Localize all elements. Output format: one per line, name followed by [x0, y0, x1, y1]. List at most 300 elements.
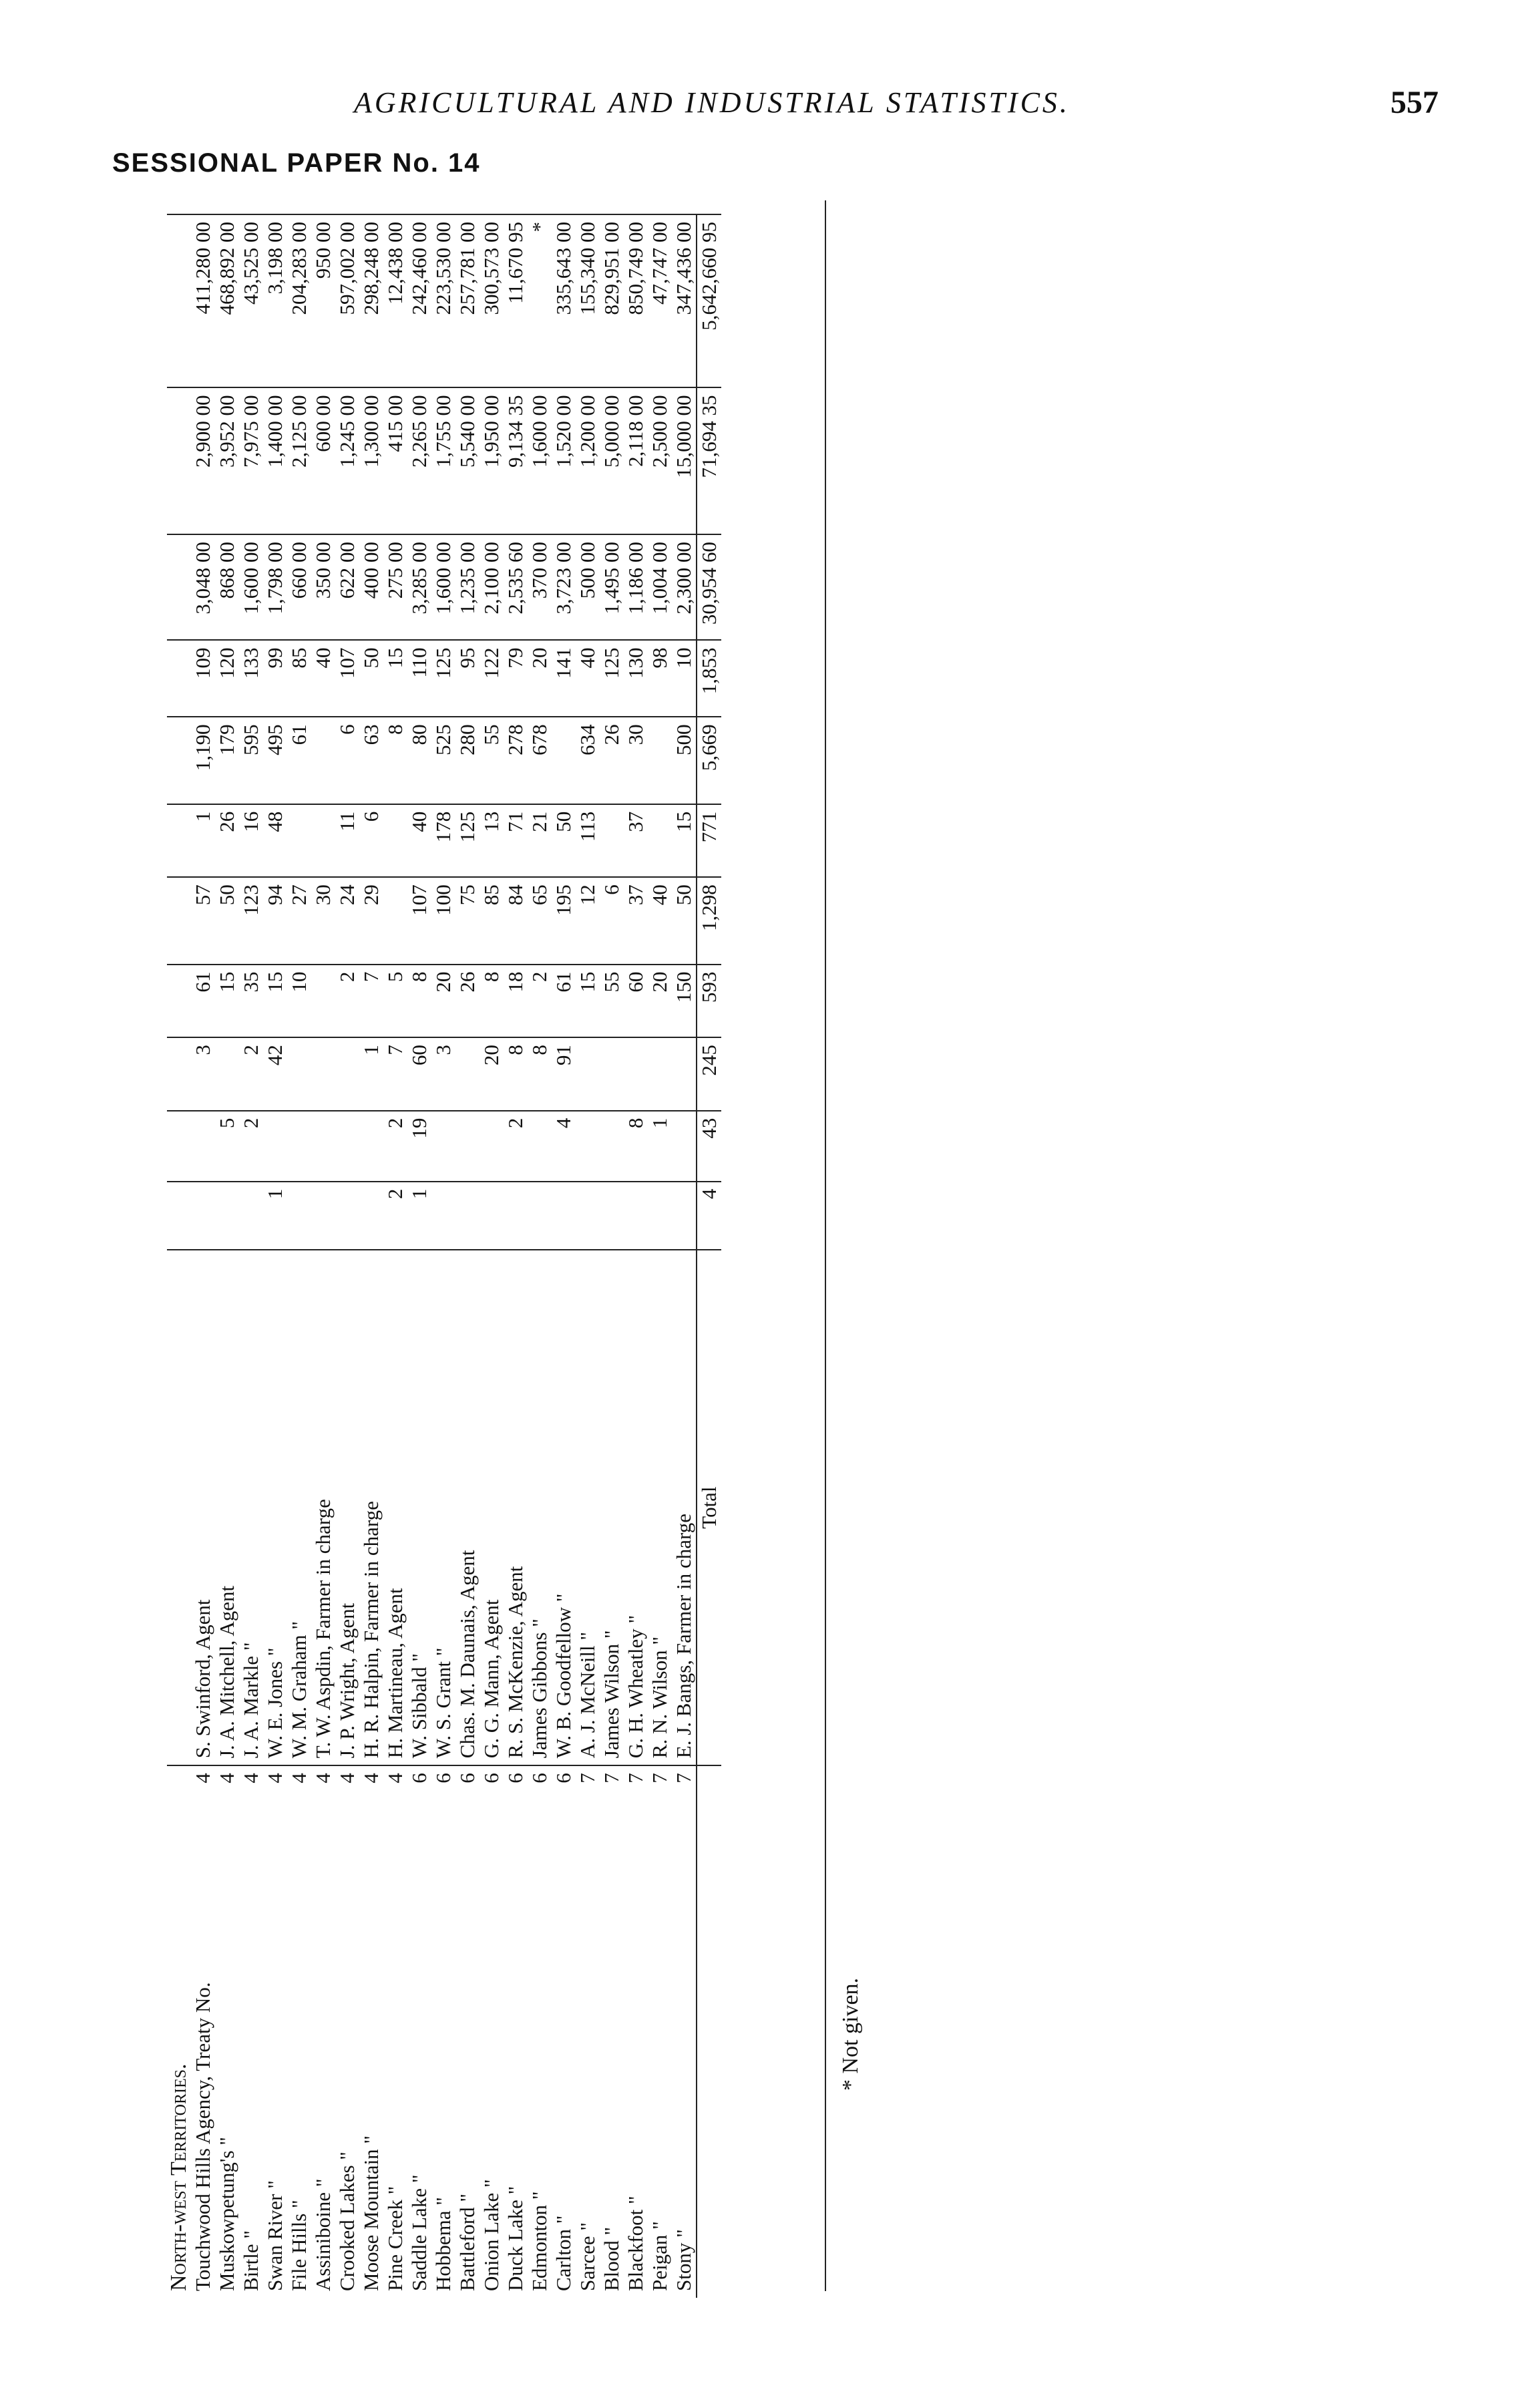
cell-c8: 109 — [191, 640, 215, 717]
cell-c4: 20 — [648, 965, 672, 1038]
cell-c8: 133 — [239, 640, 263, 717]
cell-c9: 2,535 60 — [504, 534, 528, 640]
cell-treaty: 6 — [480, 1773, 503, 1783]
cell-c11: 850,749 00 — [624, 214, 648, 388]
cell-c10: 3,952 00 — [215, 388, 239, 535]
total-cell: 5,642,660 95 — [697, 214, 721, 388]
cell-c5: 123 — [239, 877, 263, 964]
cell-agent: E. J. Bangs, Farmer in charge — [672, 1250, 697, 1765]
cell-c8: 15 — [383, 640, 407, 717]
cell-c9: 868 00 — [215, 534, 239, 640]
cell-treaty: 7 — [624, 1773, 647, 1783]
cell-c8: 10 — [672, 640, 697, 717]
table-row — [359, 214, 383, 2298]
table-row — [648, 214, 672, 2298]
cell-c11: 204,283 00 — [287, 214, 311, 388]
cell-c6 — [287, 804, 311, 878]
cell-treaty: 6 — [528, 1773, 551, 1783]
cell-c8: 79 — [504, 640, 528, 717]
cell-c1: 2 — [383, 1182, 407, 1250]
cell-c4: 60 — [624, 965, 648, 1038]
cell-c10: 600 00 — [311, 388, 335, 535]
cell-agency: Moose Mountain " — [359, 2135, 383, 2291]
cell-c3: 8 — [504, 1037, 528, 1111]
cell-agent: Chas. M. Daunais, Agent — [455, 1250, 480, 1765]
cell-c6: 125 — [455, 804, 480, 878]
table-row — [191, 214, 215, 2298]
cell-treaty: 7 — [648, 1773, 671, 1783]
cell-c8: 125 — [431, 640, 455, 717]
cell-c10: 1,755 00 — [431, 388, 455, 535]
cell-c3: 7 — [383, 1037, 407, 1111]
cell-c3: 1 — [359, 1037, 383, 1111]
cell-c4: 8 — [407, 965, 431, 1038]
cell-c4: 8 — [480, 965, 504, 1038]
cell-c8: 50 — [359, 640, 383, 717]
cell-c11: 829,951 00 — [600, 214, 624, 388]
cell-agent: R. S. McKenzie, Agent — [504, 1250, 528, 1765]
cell-c7: 278 — [504, 717, 528, 804]
cell-c4: 20 — [431, 965, 455, 1038]
cell-c5: 57 — [191, 877, 215, 964]
cell-c1 — [600, 1182, 624, 1250]
cell-c9: 660 00 — [287, 534, 311, 640]
cell-c9: 500 00 — [576, 534, 600, 640]
cell-c7 — [552, 717, 576, 804]
cell-c11: 597,002 00 — [335, 214, 359, 388]
cell-c7: 634 — [576, 717, 600, 804]
table-body — [167, 214, 697, 2298]
cell-c5: 84 — [504, 877, 528, 964]
cell-treaty: 4 — [335, 1773, 359, 1783]
cell-c8: 98 — [648, 640, 672, 717]
cell-agent: J. A. Markle " — [239, 1250, 263, 1765]
cell-treaty: 4 — [239, 1773, 262, 1783]
cell-c10: 5,000 00 — [600, 388, 624, 535]
cell-c5: 37 — [624, 877, 648, 964]
cell-agency: Onion Lake " — [480, 2179, 503, 2291]
cell-agent: S. Swinford, Agent — [191, 1250, 215, 1765]
cell-c7: 678 — [528, 717, 552, 804]
cell-c9: 1,798 00 — [263, 534, 287, 640]
cell-c3 — [455, 1037, 480, 1111]
cell-c11: 950 00 — [311, 214, 335, 388]
cell-agent: James Wilson " — [600, 1250, 624, 1765]
cell-c1 — [359, 1182, 383, 1250]
cell-agency: Peigan " — [648, 2221, 671, 2291]
cell-c7: 8 — [383, 717, 407, 804]
cell-agency: Swan River " — [263, 2180, 287, 2291]
cell-c2: 2 — [383, 1111, 407, 1182]
table-row — [624, 214, 648, 2298]
cell-c1 — [648, 1182, 672, 1250]
cell-c9: 400 00 — [359, 534, 383, 640]
table-row — [455, 214, 480, 2298]
cell-c8: 85 — [287, 640, 311, 717]
cell-c10: 1,245 00 — [335, 388, 359, 535]
cell-agency: Muskowpetung's " — [215, 2137, 238, 2291]
cell-c10: 9,134 35 — [504, 388, 528, 535]
cell-c5: 12 — [576, 877, 600, 964]
cell-c5: 27 — [287, 877, 311, 964]
cell-c4: 15 — [576, 965, 600, 1038]
cell-agency: Touchwood Hills Agency, Treaty No. — [191, 1982, 214, 2291]
cell-c10: 1,300 00 — [359, 388, 383, 535]
cell-agent: G. G. Mann, Agent — [480, 1250, 504, 1765]
cell-treaty: 4 — [191, 1773, 214, 1783]
cell-c3: 42 — [263, 1037, 287, 1111]
cell-c1 — [287, 1182, 311, 1250]
cell-c3 — [335, 1037, 359, 1111]
cell-agent: A. J. McNeill " — [576, 1250, 600, 1765]
cell-c8: 20 — [528, 640, 552, 717]
running-head: AGRICULTURAL AND INDUSTRIAL STATISTICS. — [354, 86, 1070, 119]
cell-c7: 63 — [359, 717, 383, 804]
cell-c10: 1,520 00 — [552, 388, 576, 535]
cell-c5: 75 — [455, 877, 480, 964]
cell-agency: File Hills " — [287, 2200, 311, 2291]
cell-c6 — [311, 804, 335, 878]
cell-c6: 26 — [215, 804, 239, 878]
cell-c1: 1 — [263, 1182, 287, 1250]
cell-c9: 1,600 00 — [239, 534, 263, 640]
cell-agent: W. S. Grant " — [431, 1250, 455, 1765]
cell-c2 — [191, 1111, 215, 1182]
cell-c5 — [383, 877, 407, 964]
cell-agent: H. R. Halpin, Farmer in charge — [359, 1250, 383, 1765]
cell-c3: 8 — [528, 1037, 552, 1111]
cell-c2 — [263, 1111, 287, 1182]
cell-c6: 178 — [431, 804, 455, 878]
cell-c4: 61 — [552, 965, 576, 1038]
cell-c1 — [672, 1182, 697, 1250]
cell-c2: 4 — [552, 1111, 576, 1182]
cell-c5: 6 — [600, 877, 624, 964]
cell-c5: 85 — [480, 877, 504, 964]
cell-c6 — [600, 804, 624, 878]
cell-c9: 622 00 — [335, 534, 359, 640]
cell-agent: W. E. Jones " — [263, 1250, 287, 1765]
cell-c3 — [215, 1037, 239, 1111]
cell-c2: 8 — [624, 1111, 648, 1182]
cell-c4 — [311, 965, 335, 1038]
page-number: 557 — [1390, 85, 1439, 120]
total-cell: 43 — [697, 1111, 721, 1182]
cell-c8: 40 — [311, 640, 335, 717]
cell-agency: Blackfoot " — [624, 2196, 647, 2291]
cell-treaty: 6 — [407, 1773, 431, 1783]
cell-c9: 3,285 00 — [407, 534, 431, 640]
footnote: * Not given. — [838, 1977, 863, 2091]
cell-c7: 495 — [263, 717, 287, 804]
cell-c10: 2,500 00 — [648, 388, 672, 535]
cell-c10: 2,125 00 — [287, 388, 311, 535]
cell-c10: 7,975 00 — [239, 388, 263, 535]
cell-c9: 3,048 00 — [191, 534, 215, 640]
cell-c11: 11,670 95 — [504, 214, 528, 388]
cell-c11: 155,340 00 — [576, 214, 600, 388]
total-cell: 30,954 60 — [697, 534, 721, 640]
cell-c11: 223,530 00 — [431, 214, 455, 388]
cell-c7 — [648, 717, 672, 804]
cell-c5: 65 — [528, 877, 552, 964]
cell-c11: 12,438 00 — [383, 214, 407, 388]
cell-c11: 347,436 00 — [672, 214, 697, 388]
cell-c2 — [359, 1111, 383, 1182]
cell-c2: 2 — [239, 1111, 263, 1182]
total-cell: 5,669 — [697, 717, 721, 804]
table-row — [431, 214, 455, 2298]
cell-c10: 5,540 00 — [455, 388, 480, 535]
table-row — [287, 214, 311, 2298]
cell-agency: Crooked Lakes " — [335, 2152, 359, 2291]
cell-c2: 2 — [504, 1111, 528, 1182]
cell-c8: 141 — [552, 640, 576, 717]
cell-agency: Blood " — [600, 2226, 623, 2291]
cell-treaty: 4 — [383, 1773, 407, 1783]
cell-c1 — [552, 1182, 576, 1250]
cell-agent: J. A. Mitchell, Agent — [215, 1250, 239, 1765]
cell-c7 — [311, 717, 335, 804]
cell-c1 — [504, 1182, 528, 1250]
cell-c10: 1,950 00 — [480, 388, 504, 535]
cell-c11: 47,747 00 — [648, 214, 672, 388]
table-row — [263, 214, 287, 2298]
cell-treaty: 4 — [359, 1773, 383, 1783]
cell-c9: 1,186 00 — [624, 534, 648, 640]
cell-c5: 107 — [407, 877, 431, 964]
cell-c3 — [311, 1037, 335, 1111]
cell-c3: 60 — [407, 1037, 431, 1111]
table-row — [407, 214, 431, 2298]
cell-c3 — [624, 1037, 648, 1111]
cell-c7: 525 — [431, 717, 455, 804]
cell-c2 — [311, 1111, 335, 1182]
table-row — [552, 214, 576, 2298]
cell-c9: 350 00 — [311, 534, 335, 640]
cell-treaty: 6 — [455, 1773, 479, 1783]
table-row — [383, 214, 407, 2298]
cell-agency: Duck Lake " — [504, 2186, 527, 2291]
cell-agent: H. Martineau, Agent — [383, 1250, 407, 1765]
cell-c2 — [672, 1111, 697, 1182]
cell-c10: 2,265 00 — [407, 388, 431, 535]
cell-c2: 1 — [648, 1111, 672, 1182]
cell-treaty: 4 — [311, 1773, 335, 1783]
cell-c9: 1,600 00 — [431, 534, 455, 640]
cell-c11: 411,280 00 — [191, 214, 215, 388]
cell-c6 — [648, 804, 672, 878]
cell-c3 — [287, 1037, 311, 1111]
cell-c3: 3 — [191, 1037, 215, 1111]
cell-c5: 24 — [335, 877, 359, 964]
cell-agency: Edmonton " — [528, 2191, 551, 2291]
cell-agency: Stony " — [672, 2229, 695, 2291]
cell-c3: 3 — [431, 1037, 455, 1111]
cell-c2 — [287, 1111, 311, 1182]
cell-c4: 15 — [215, 965, 239, 1038]
cell-c1 — [455, 1182, 480, 1250]
cell-c6: 37 — [624, 804, 648, 878]
cell-c1: 1 — [407, 1182, 431, 1250]
cell-c2: 5 — [215, 1111, 239, 1182]
cell-c5: 29 — [359, 877, 383, 964]
cell-c10: 1,400 00 — [263, 388, 287, 535]
statistics-table — [167, 214, 721, 2298]
cell-c4: 2 — [335, 965, 359, 1038]
section-heading: North-west Territories. — [166, 2063, 191, 2291]
table-row — [311, 214, 335, 2298]
cell-c7: 595 — [239, 717, 263, 804]
cell-c8: 95 — [455, 640, 480, 717]
cell-treaty: 6 — [504, 1773, 527, 1783]
cell-c5: 50 — [672, 877, 697, 964]
table-row — [215, 214, 239, 2298]
cell-c6: 71 — [504, 804, 528, 878]
cell-c5: 30 — [311, 877, 335, 964]
cell-c7: 280 — [455, 717, 480, 804]
cell-c2 — [600, 1111, 624, 1182]
cell-c7: 500 — [672, 717, 697, 804]
cell-c7: 30 — [624, 717, 648, 804]
total-cell: 4 — [697, 1182, 721, 1250]
cell-c2 — [480, 1111, 504, 1182]
cell-c1 — [528, 1182, 552, 1250]
rotated-statistics-table — [167, 214, 835, 2298]
cell-c9: 1,495 00 — [600, 534, 624, 640]
cell-c9: 1,235 00 — [455, 534, 480, 640]
cell-agent: W. M. Graham " — [287, 1250, 311, 1765]
cell-c4: 7 — [359, 965, 383, 1038]
cell-treaty: 4 — [287, 1773, 311, 1783]
cell-c3: 2 — [239, 1037, 263, 1111]
cell-c6: 21 — [528, 804, 552, 878]
cell-treaty: 7 — [576, 1773, 599, 1783]
total-cell: 1,853 — [697, 640, 721, 717]
table-row — [504, 214, 528, 2298]
table-row — [576, 214, 600, 2298]
table-row — [335, 214, 359, 2298]
cell-c3 — [648, 1037, 672, 1111]
total-cell: 771 — [697, 804, 721, 878]
cell-c6: 15 — [672, 804, 697, 878]
table-row — [600, 214, 624, 2298]
total-cell: 245 — [697, 1037, 721, 1111]
cell-c10: 415 00 — [383, 388, 407, 535]
cell-c1 — [480, 1182, 504, 1250]
cell-agent: G. H. Wheatley " — [624, 1250, 648, 1765]
cell-c3 — [576, 1037, 600, 1111]
cell-c1 — [311, 1182, 335, 1250]
table-row — [528, 214, 552, 2298]
cell-c9: 1,004 00 — [648, 534, 672, 640]
cell-treaty: 6 — [431, 1773, 455, 1783]
cell-c8: 120 — [215, 640, 239, 717]
cell-c4: 5 — [383, 965, 407, 1038]
cell-c10: 1,200 00 — [576, 388, 600, 535]
sessional-paper-label: SESSIONAL PAPER No. 14 — [112, 148, 481, 178]
cell-c7: 179 — [215, 717, 239, 804]
cell-c4: 18 — [504, 965, 528, 1038]
total-body — [697, 214, 721, 2298]
cell-c2 — [455, 1111, 480, 1182]
cell-c6: 50 — [552, 804, 576, 878]
cell-c8: 110 — [407, 640, 431, 717]
cell-c10: 15,000 00 — [672, 388, 697, 535]
cell-c4: 61 — [191, 965, 215, 1038]
cell-c11: 298,248 00 — [359, 214, 383, 388]
cell-c5: 195 — [552, 877, 576, 964]
table-row — [672, 214, 697, 2298]
cell-c6: 1 — [191, 804, 215, 878]
cell-agency: Saddle Lake " — [407, 2174, 431, 2291]
cell-c10: 2,118 00 — [624, 388, 648, 535]
cell-c2 — [528, 1111, 552, 1182]
cell-c7: 1,190 — [191, 717, 215, 804]
cell-c6 — [383, 804, 407, 878]
cell-c7: 26 — [600, 717, 624, 804]
cell-treaty: 7 — [672, 1773, 695, 1783]
cell-c3: 91 — [552, 1037, 576, 1111]
cell-c5: 50 — [215, 877, 239, 964]
cell-agency: Birtle " — [239, 2230, 262, 2291]
cell-c9: 275 00 — [383, 534, 407, 640]
cell-c11: 257,781 00 — [455, 214, 480, 388]
cell-c11: 43,525 00 — [239, 214, 263, 388]
cell-agency: Sarcee " — [576, 2222, 599, 2291]
cell-c1 — [576, 1182, 600, 1250]
cell-c3 — [672, 1037, 697, 1111]
cell-agent: R. N. Wilson " — [648, 1250, 672, 1765]
cell-c2 — [335, 1111, 359, 1182]
cell-agency: Battleford " — [455, 2193, 479, 2291]
table-row — [480, 214, 504, 2298]
cell-c9: 3,723 00 — [552, 534, 576, 640]
cell-agent: J. P. Wright, Agent — [335, 1250, 359, 1765]
total-cell: 71,694 35 — [697, 388, 721, 535]
cell-c7: 55 — [480, 717, 504, 804]
cell-treaty: 7 — [600, 1773, 623, 1783]
cell-agent: James Gibbons " — [528, 1250, 552, 1765]
total-cell: 1,298 — [697, 877, 721, 964]
cell-c8: 122 — [480, 640, 504, 717]
cell-c9: 370 00 — [528, 534, 552, 640]
cell-c6: 48 — [263, 804, 287, 878]
cell-c11: 468,892 00 — [215, 214, 239, 388]
cell-agency: Carlton " — [552, 2215, 575, 2291]
cell-c5: 94 — [263, 877, 287, 964]
cell-c6: 16 — [239, 804, 263, 878]
cell-c1 — [191, 1182, 215, 1250]
cell-c4: 150 — [672, 965, 697, 1038]
cell-c1 — [215, 1182, 239, 1250]
table-row — [239, 214, 263, 2298]
cell-c6: 6 — [359, 804, 383, 878]
cell-c8: 130 — [624, 640, 648, 717]
cell-c8: 99 — [263, 640, 287, 717]
cell-c7: 80 — [407, 717, 431, 804]
cell-c6: 11 — [335, 804, 359, 878]
cell-agency: Pine Creek " — [383, 2186, 407, 2291]
cell-c1 — [431, 1182, 455, 1250]
cell-c9: 2,100 00 — [480, 534, 504, 640]
cell-c8: 125 — [600, 640, 624, 717]
cell-c4: 15 — [263, 965, 287, 1038]
cell-treaty: 4 — [215, 1773, 238, 1783]
cell-c1 — [335, 1182, 359, 1250]
cell-c2 — [431, 1111, 455, 1182]
cell-c1 — [239, 1182, 263, 1250]
